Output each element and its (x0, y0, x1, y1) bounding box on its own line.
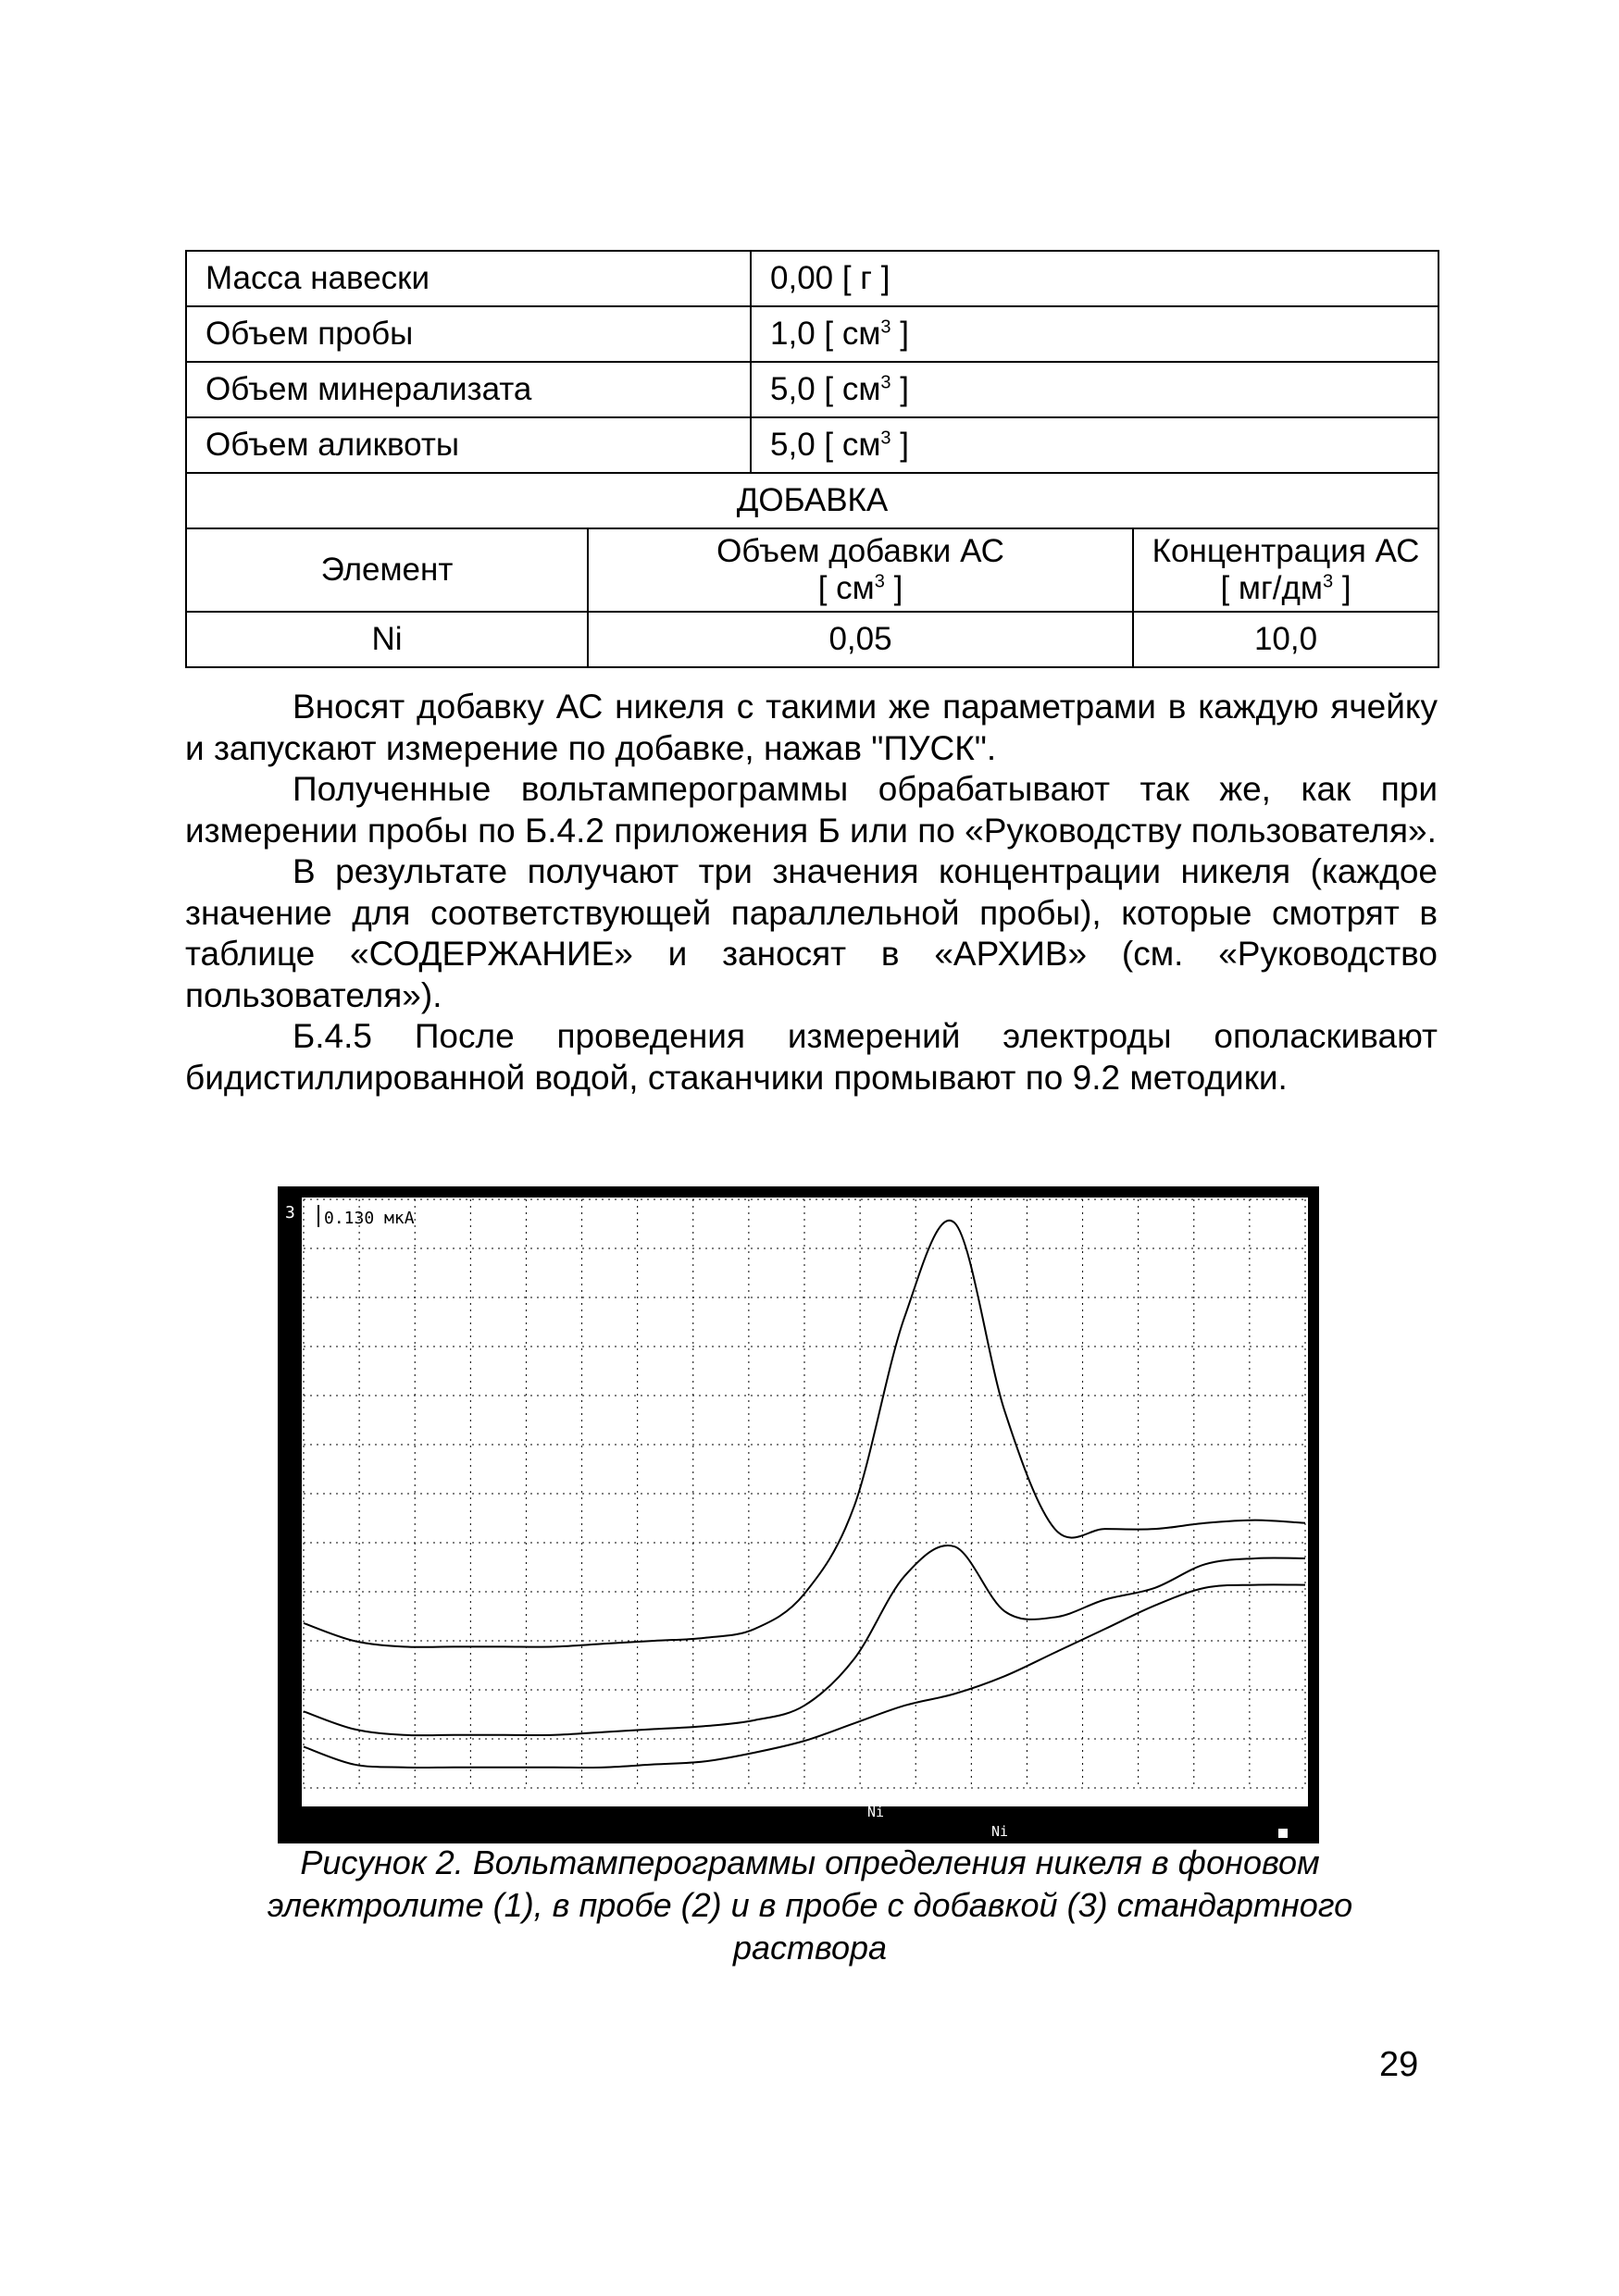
params-row-sample-volume (186, 306, 1438, 362)
param-label: Объем аликвоты (186, 417, 751, 473)
cell-element: Ni (186, 612, 588, 667)
param-value: 5,0 [ $см^3$ ] (751, 362, 1438, 417)
cell-volume: 0,05 (588, 612, 1133, 667)
param-label: Объем пробы (186, 306, 751, 362)
paragraph: В результате получают три значения концентрации никеля (каждое значение для соответствующей параллельной пробы), которые смотрят в таблице «СОДЕРЖАНИЕ» и заносят в «АРХИВ» (см. «Руководство пользователя»). (185, 852, 1438, 1014)
caption-line: раствора (732, 1929, 888, 1967)
caption-line: Рисунок 2. Вольтамперограммы определения никеля в фоновом (300, 1843, 1320, 1881)
marker-square (1278, 1829, 1288, 1838)
col-header-volume: Объем добавки АС [ $см^3$ ] (588, 528, 1133, 612)
figure-caption (194, 1842, 1426, 1969)
params-data-row (186, 612, 1438, 667)
params-header-row (186, 528, 1438, 612)
page-number: 29 (1379, 2045, 1419, 2084)
voltammogram-figure (278, 1186, 1319, 1843)
param-label: Объем минерализата (186, 362, 751, 417)
cell-concentration: 10,0 (1133, 612, 1438, 667)
paragraph: Полученные вольтамперограммы обрабатывают так же, как при измерении пробы по Б.4.2 приложения Б или по «Руководству пользователя». (185, 770, 1438, 850)
section-title: ДОБАВКА (186, 473, 1438, 528)
parameters-table (185, 250, 1439, 668)
params-row-mass (186, 251, 1438, 306)
scale-label: 0.130 мкА (324, 1209, 415, 1228)
params-section-row (186, 473, 1438, 528)
param-label: Масса навески (186, 251, 751, 306)
param-value: 0,00 [ г ] (751, 251, 1438, 306)
plot-area (302, 1198, 1308, 1806)
caption-line: электролите (1), в пробе (2) и в пробе с добавкой (3) стандартного (267, 1886, 1353, 1924)
paragraph: Б.4.5 После проведения измерений электроды ополаскивают бидистиллированной водой, стаканчики промывают по 9.2 методики. (185, 1017, 1438, 1097)
peak-label-inside: Ni (866, 1804, 885, 1820)
body-text (185, 687, 1438, 1098)
params-row-mineralizate-volume (186, 362, 1438, 417)
voltammogram-chart (278, 1186, 1319, 1843)
col-header-element: Элемент (186, 528, 588, 612)
corner-label: 3 (285, 1203, 295, 1222)
param-value: 1,0 [ $см^3$ ] (751, 306, 1438, 362)
paragraph: Вносят добавку АС никеля с такими же параметрами в каждую ячейку и запускают измерение по добавке, нажав "ПУСК". (185, 688, 1438, 767)
col-header-concentration: Концентрация АС [ $мг/дм^3$ ] (1133, 528, 1438, 612)
peak-label-below: Ni (990, 1823, 1009, 1840)
params-row-aliquot-volume (186, 417, 1438, 473)
param-value: 5,0 [ $см^3$ ] (751, 417, 1438, 473)
